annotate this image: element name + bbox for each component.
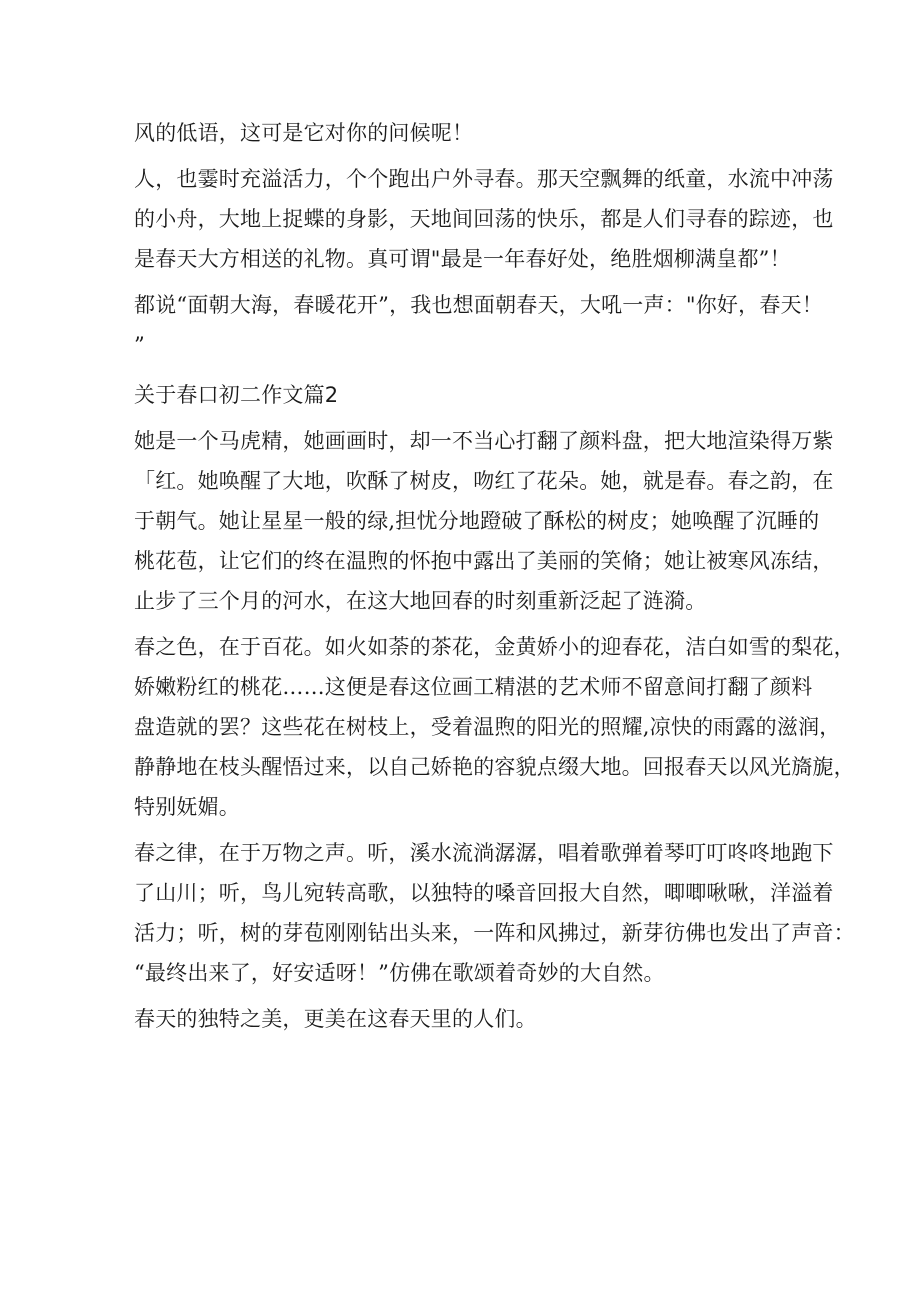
paragraph-line: 了山川；听，鸟儿宛转高歌，以独特的嗓音回报大自然，唧唧啾啾，洋溢着: [134, 881, 834, 905]
paragraph-line: 于朝气。她让星星一般的绿,担忧分地蹬破了酥松的树皮；她唤醒了沉睡的: [134, 509, 820, 533]
paragraph-line: 止步了三个月的河水，在这大地回春的时刻重新泛起了涟漪。: [134, 589, 707, 613]
paragraph-line: 盘造就的罢？这些花在树枝上，受着温煦的阳光的照耀,凉快的雨露的滋润，: [134, 715, 841, 739]
paragraph-line: 都说“面朝大海，春暖花开”，我也想面朝春天，大吼一声："你好，春天！: [134, 293, 823, 317]
paragraph-line: 娇嫩粉红的桃花……这便是春这位画工精湛的艺术师不留意间打翻了颜料: [134, 675, 813, 699]
paragraph-painter: [134, 421, 834, 621]
paragraph-line: 活力；听，树的芽苞刚刚钻出头来，一阵和风拂过，新芽彷佛也发出了声音：: [134, 921, 855, 945]
article-body: [134, 113, 855, 1039]
paragraph-line: 「红。她唤醒了大地，吹酥了树皮，吻红了花朵。她，就是春。春之韵，在: [134, 469, 834, 493]
paragraph-line: ”: [134, 333, 145, 357]
paragraph-line: 桃花苞，让它们的终在温煦的怀抱中露出了美丽的笑脩；她让被寒风冻结，: [134, 549, 834, 573]
paragraph-line: 风的低语，这可是它对你的问候呢！: [134, 121, 474, 145]
paragraph-shout: [134, 285, 823, 365]
paragraph-line: 春之色，在于百花。如火如荼的茶花，金黄娇小的迎春花，洁白如雪的梨花，: [134, 635, 855, 659]
paragraph-people: [134, 159, 834, 279]
paragraph-line: 特别妩媚。: [134, 795, 240, 819]
paragraph-line: 的小舟，大地上捉蝶的身影，天地间回荡的快乐，都是人们寻春的踪迹，也: [134, 207, 834, 231]
paragraph-rhythm: [134, 833, 855, 993]
paragraph-line: 静静地在枝头醒悟过来，以自己娇艳的容貌点缀大地。回报春天以风光旖旎，: [134, 755, 855, 779]
paragraph-line: “最终出来了，好安适呀！”仿佛在歌颂着奇妙的大自然。: [134, 961, 665, 985]
paragraph-closing: 春天的独特之美，更美在这春天里的人们。: [134, 1007, 537, 1031]
paragraph-colors: [134, 627, 855, 827]
paragraph-line: 人，也霎时充溢活力，个个跑出户外寻春。那天空飘舞的纸童，水流中冲荡: [134, 167, 834, 191]
paragraph-line: 是春天大方相送的礼物。真可谓"最是一年春好处，绝胜烟柳满皇都”！: [134, 247, 791, 271]
paragraph-line: 春之律，在于万物之声。听，溪水流淌潺潺，唱着歌弹着琴叮叮咚咚地跑下: [134, 841, 834, 865]
paragraph-line: 她是一个马虎精，她画画时，却一不当心打翻了颜料盘，把大地渲染得万紫: [134, 429, 834, 453]
section-heading: 关于春口初二作文篇2: [134, 383, 339, 407]
